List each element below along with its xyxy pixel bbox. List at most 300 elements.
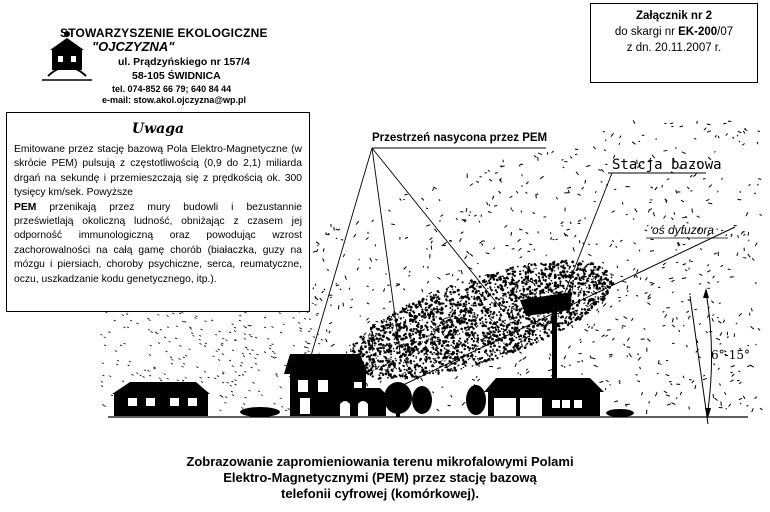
field-dash bbox=[421, 378, 423, 381]
field-dash bbox=[462, 402, 465, 405]
lobe-dot bbox=[502, 320, 505, 323]
lobe-dot bbox=[519, 334, 522, 337]
field-dash bbox=[244, 334, 246, 335]
lobe-dot bbox=[520, 317, 522, 319]
lobe-dot bbox=[494, 331, 496, 333]
lobe-dot bbox=[403, 343, 405, 345]
lobe-dot bbox=[514, 322, 517, 325]
field-dash bbox=[520, 165, 521, 167]
lobe-dot bbox=[525, 294, 527, 296]
lobe-dot bbox=[412, 302, 415, 305]
lobe-dot bbox=[533, 283, 534, 284]
field-dash bbox=[681, 200, 684, 202]
lobe-dot bbox=[539, 335, 541, 337]
field-dash bbox=[439, 199, 440, 201]
organization-street: ul. Prądzyńskiego nr 157/4 bbox=[118, 56, 250, 68]
lobe-dot bbox=[496, 321, 498, 323]
lobe-dot bbox=[526, 268, 527, 269]
field-dash bbox=[594, 324, 595, 326]
field-dash bbox=[526, 192, 528, 193]
field-dash bbox=[279, 313, 281, 314]
field-dash bbox=[633, 219, 634, 220]
field-dash bbox=[667, 179, 670, 180]
field-dash bbox=[487, 202, 488, 205]
field-dash bbox=[627, 338, 629, 341]
field-dash bbox=[518, 239, 521, 242]
lobe-dot bbox=[387, 339, 389, 341]
field-dash bbox=[350, 307, 352, 308]
field-dash bbox=[190, 328, 192, 329]
lobe-dot bbox=[498, 311, 500, 313]
lobe-dot bbox=[481, 317, 483, 319]
lobe-dot bbox=[505, 281, 507, 283]
lobe-dot bbox=[385, 372, 388, 375]
field-dash bbox=[714, 363, 715, 365]
lobe-dot bbox=[500, 278, 501, 279]
lobe-dot bbox=[549, 263, 552, 266]
field-dash bbox=[426, 208, 428, 209]
field-dash bbox=[380, 381, 381, 383]
lobe-dot bbox=[401, 374, 403, 376]
field-dash bbox=[655, 392, 657, 396]
lobe-dot bbox=[425, 345, 427, 347]
field-dash bbox=[529, 244, 532, 245]
field-dash bbox=[313, 337, 315, 338]
lobe-dot bbox=[476, 283, 478, 285]
field-dash bbox=[724, 392, 726, 394]
lobe-dot bbox=[404, 338, 405, 339]
lobe-dot bbox=[417, 326, 419, 328]
lobe-dot bbox=[534, 319, 536, 321]
lobe-dot bbox=[431, 327, 433, 329]
lobe-dot bbox=[406, 305, 408, 307]
lobe-dot bbox=[534, 339, 536, 341]
lobe-dot bbox=[409, 312, 411, 314]
lobe-dot bbox=[458, 340, 460, 342]
lobe-dot bbox=[445, 321, 448, 324]
lobe-dot bbox=[366, 356, 368, 358]
lobe-dot bbox=[528, 266, 530, 268]
lobe-dot bbox=[420, 327, 422, 329]
lobe-dot bbox=[609, 281, 611, 283]
lobe-dot bbox=[530, 271, 532, 273]
lobe-dot bbox=[511, 318, 513, 320]
field-dash bbox=[620, 240, 622, 241]
lobe-dot bbox=[544, 320, 546, 322]
field-dash bbox=[241, 408, 243, 409]
lobe-dot bbox=[501, 285, 504, 288]
lobe-dot bbox=[387, 317, 390, 320]
field-dash bbox=[707, 124, 711, 125]
lobe-dot bbox=[381, 320, 383, 322]
lobe-dot bbox=[514, 320, 516, 322]
lobe-dot bbox=[474, 316, 476, 318]
lobe-dot bbox=[549, 323, 551, 325]
field-dash bbox=[639, 141, 641, 142]
lobe-dot bbox=[454, 333, 456, 335]
lobe-dot bbox=[430, 298, 432, 300]
field-dash bbox=[598, 311, 599, 312]
lobe-dot bbox=[390, 356, 392, 358]
lobe-dot bbox=[409, 303, 411, 305]
lobe-dot bbox=[462, 363, 463, 364]
field-dash bbox=[687, 187, 689, 189]
field-dash bbox=[505, 225, 508, 227]
field-dash bbox=[718, 136, 719, 138]
field-dash bbox=[245, 327, 247, 328]
field-dash bbox=[254, 358, 256, 359]
lobe-dot bbox=[532, 296, 533, 297]
lobe-dot bbox=[481, 339, 484, 342]
field-dash bbox=[731, 234, 733, 235]
lobe-dot bbox=[502, 294, 504, 296]
lobe-dot bbox=[449, 333, 451, 335]
field-dash bbox=[272, 327, 274, 328]
field-dash bbox=[234, 331, 236, 332]
field-dash bbox=[460, 300, 462, 302]
field-dash bbox=[456, 218, 457, 220]
lobe-dot bbox=[472, 357, 474, 359]
field-dash bbox=[682, 152, 686, 154]
lobe-dot bbox=[468, 297, 470, 299]
field-dash bbox=[580, 342, 581, 343]
field-dash bbox=[340, 289, 341, 290]
field-dash bbox=[276, 374, 278, 375]
lobe-dot bbox=[600, 277, 603, 280]
field-dash bbox=[680, 126, 684, 127]
lobe-dot bbox=[505, 329, 507, 331]
lobe-dot bbox=[403, 365, 405, 367]
lobe-dot bbox=[433, 295, 434, 296]
lobe-dot bbox=[561, 322, 564, 325]
lobe-dot bbox=[489, 278, 491, 280]
lobe-dot bbox=[489, 311, 491, 313]
field-dash bbox=[476, 182, 479, 183]
lobe-dot bbox=[581, 276, 582, 277]
field-dash bbox=[720, 344, 722, 345]
field-dash bbox=[520, 374, 521, 375]
field-dash bbox=[550, 354, 551, 356]
lobe-dot bbox=[509, 343, 511, 345]
field-dash bbox=[409, 275, 411, 276]
lobe-dot bbox=[542, 291, 544, 293]
field-dash bbox=[703, 375, 705, 376]
lobe-dot bbox=[413, 328, 415, 330]
field-dash bbox=[526, 232, 529, 233]
lobe-dot bbox=[475, 325, 476, 326]
lobe-dot bbox=[451, 325, 453, 327]
lobe-dot bbox=[569, 272, 571, 274]
lobe-dot bbox=[431, 337, 433, 339]
field-dash bbox=[505, 245, 508, 246]
lobe-dot bbox=[423, 329, 424, 330]
lobe-dot bbox=[404, 369, 406, 371]
lobe-dot bbox=[410, 323, 411, 324]
field-dash bbox=[650, 251, 654, 252]
lobe-dot bbox=[516, 309, 518, 311]
lobe-dot bbox=[444, 347, 446, 349]
lobe-dot bbox=[491, 289, 493, 291]
lobe-dot bbox=[393, 368, 394, 369]
lobe-dot bbox=[583, 272, 585, 274]
field-dash bbox=[159, 378, 161, 379]
lobe-dot bbox=[392, 334, 395, 337]
attachment-number: EK-200 bbox=[678, 26, 718, 38]
lobe-dot bbox=[466, 292, 468, 294]
field-dash bbox=[664, 391, 667, 393]
lobe-dot bbox=[521, 293, 523, 295]
field-dash bbox=[568, 346, 570, 349]
lobe-dot bbox=[556, 285, 559, 288]
lobe-dot bbox=[577, 316, 579, 318]
field-dash bbox=[367, 303, 369, 304]
lobe-dot bbox=[528, 286, 531, 289]
field-dash bbox=[635, 209, 637, 213]
field-dash bbox=[288, 409, 290, 410]
field-dash bbox=[731, 366, 735, 367]
lobe-dot bbox=[419, 336, 422, 339]
lobe-dot bbox=[359, 336, 362, 339]
lobe-dot bbox=[542, 329, 543, 330]
lobe-dot bbox=[529, 334, 530, 335]
field-dash bbox=[750, 365, 754, 367]
lobe-dot bbox=[577, 266, 579, 268]
field-dash bbox=[595, 191, 596, 193]
lobe-dot bbox=[574, 278, 576, 280]
lobe-dot bbox=[466, 288, 469, 291]
lobe-dot bbox=[563, 287, 565, 289]
lobe-dot bbox=[571, 300, 574, 303]
lobe-dot bbox=[584, 308, 587, 311]
lobe-dot bbox=[576, 269, 578, 271]
lobe-dot bbox=[372, 350, 373, 351]
lobe-dot bbox=[362, 338, 365, 341]
field-dash bbox=[299, 328, 301, 329]
lobe-dot bbox=[372, 333, 373, 334]
lobe-dot bbox=[490, 332, 492, 334]
field-dash bbox=[743, 396, 745, 399]
lobe-dot bbox=[549, 266, 551, 268]
field-dash bbox=[235, 371, 237, 372]
caption-line-1: Zobrazowanie zapromieniowania terenu mikrofalowymi Polami bbox=[186, 454, 574, 469]
lobe-dot bbox=[365, 332, 366, 333]
lobe-dot bbox=[375, 343, 377, 345]
lobe-dot bbox=[520, 346, 521, 347]
field-dash bbox=[612, 338, 614, 340]
lobe-dot bbox=[541, 272, 544, 275]
lobe-dot bbox=[500, 352, 501, 353]
lobe-dot bbox=[407, 309, 409, 311]
lobe-dot bbox=[486, 280, 488, 282]
lobe-dot bbox=[487, 327, 490, 330]
field-dash bbox=[258, 391, 260, 392]
lobe-dot bbox=[486, 332, 489, 335]
field-dash bbox=[122, 381, 124, 382]
lobe-dot bbox=[483, 338, 485, 340]
lobe-dot bbox=[378, 344, 380, 346]
lobe-dot bbox=[605, 270, 608, 273]
field-dash bbox=[578, 194, 581, 196]
lobe-dot bbox=[370, 372, 373, 375]
lobe-dot bbox=[585, 282, 587, 284]
field-dash bbox=[586, 305, 589, 307]
lobe-dot bbox=[385, 359, 387, 361]
lobe-dot bbox=[391, 323, 393, 325]
field-dash bbox=[647, 225, 648, 226]
lobe-dot bbox=[490, 353, 493, 356]
attachment-line2-prefix: do skargi nr bbox=[614, 26, 679, 38]
field-dash bbox=[329, 322, 332, 324]
lobe-dot bbox=[601, 285, 604, 288]
lobe-dot bbox=[573, 317, 575, 319]
field-dash bbox=[664, 150, 668, 151]
lobe-dot bbox=[408, 371, 411, 374]
lobe-dot bbox=[414, 373, 416, 375]
lobe-dot bbox=[473, 336, 475, 338]
field-dash bbox=[179, 359, 181, 360]
field-dash bbox=[199, 335, 201, 336]
lobe-dot bbox=[593, 284, 596, 287]
field-dash bbox=[636, 275, 638, 278]
lobe-dot bbox=[398, 335, 401, 338]
field-dash bbox=[738, 199, 742, 200]
lobe-dot bbox=[493, 351, 494, 352]
field-dash bbox=[726, 234, 727, 236]
field-dash bbox=[748, 232, 749, 236]
field-dash bbox=[242, 374, 244, 375]
lobe-dot bbox=[559, 284, 561, 286]
lobe-dot bbox=[477, 358, 478, 359]
lobe-dot bbox=[522, 294, 525, 297]
lobe-dot bbox=[458, 293, 460, 295]
lobe-dot bbox=[439, 317, 442, 320]
field-dash bbox=[441, 215, 444, 217]
lobe-dot bbox=[583, 293, 585, 295]
lobe-dot bbox=[514, 344, 517, 347]
station-mast bbox=[552, 300, 557, 388]
lobe-dot bbox=[536, 325, 538, 327]
lobe-dot bbox=[476, 326, 478, 328]
lobe-dot bbox=[491, 351, 492, 352]
lobe-dot bbox=[463, 361, 466, 364]
field-dash bbox=[723, 320, 725, 323]
lobe-dot bbox=[478, 351, 480, 353]
field-dash bbox=[189, 349, 191, 350]
field-dash bbox=[427, 248, 428, 249]
field-dash bbox=[310, 328, 312, 329]
field-dash bbox=[556, 239, 558, 240]
lobe-dot bbox=[479, 299, 482, 302]
field-dash bbox=[245, 397, 247, 398]
angle-bound-line bbox=[690, 296, 708, 424]
lobe-dot bbox=[423, 371, 425, 373]
lobe-dot bbox=[421, 312, 423, 314]
lobe-dot bbox=[444, 360, 445, 361]
lobe-dot bbox=[375, 366, 377, 368]
lobe-dot bbox=[488, 280, 490, 282]
lobe-dot bbox=[508, 282, 509, 283]
lobe-dot bbox=[515, 304, 517, 306]
field-dash bbox=[280, 398, 282, 399]
field-dash bbox=[634, 243, 636, 244]
field-dash bbox=[367, 321, 369, 323]
field-dash bbox=[604, 150, 606, 151]
lobe-dot bbox=[585, 271, 586, 272]
field-dash bbox=[681, 301, 683, 302]
lobe-dot bbox=[476, 297, 478, 299]
field-dash bbox=[434, 229, 437, 232]
lobe-dot bbox=[382, 336, 384, 338]
field-dash bbox=[489, 179, 492, 181]
lobe-dot bbox=[393, 348, 395, 350]
lobe-dot bbox=[502, 275, 504, 277]
lobe-dot bbox=[469, 315, 471, 317]
field-dash bbox=[646, 277, 648, 280]
lobe-dot bbox=[435, 294, 437, 296]
field-dash bbox=[672, 403, 676, 405]
lobe-dot bbox=[364, 337, 365, 338]
lobe-dot bbox=[597, 269, 599, 271]
field-dash bbox=[405, 237, 408, 238]
field-dash bbox=[115, 351, 117, 352]
lobe-dot bbox=[510, 281, 513, 284]
lobe-dot bbox=[352, 343, 354, 345]
field-dash bbox=[520, 257, 522, 258]
field-dash bbox=[216, 351, 218, 352]
field-dash bbox=[219, 410, 221, 411]
lobe-dot bbox=[437, 372, 439, 374]
lobe-dot bbox=[448, 345, 450, 347]
lobe-dot bbox=[387, 377, 389, 379]
lobe-dot bbox=[485, 275, 486, 276]
lobe-dot bbox=[360, 347, 363, 350]
field-dash bbox=[736, 323, 738, 324]
field-dash bbox=[313, 251, 316, 252]
lobe-dot bbox=[440, 303, 441, 304]
lobe-dot bbox=[509, 306, 511, 308]
lobe-dot bbox=[410, 368, 412, 370]
lobe-dot bbox=[412, 333, 413, 334]
lobe-dot bbox=[430, 309, 431, 310]
lobe-dot bbox=[463, 367, 464, 368]
field-dash bbox=[460, 238, 462, 242]
lobe-dot bbox=[551, 280, 553, 282]
lobe-dot bbox=[566, 280, 567, 281]
lobe-dot bbox=[390, 344, 392, 346]
field-dash bbox=[648, 294, 651, 297]
field-dash bbox=[437, 409, 440, 411]
field-dash bbox=[250, 325, 252, 326]
lobe-dot bbox=[386, 331, 388, 333]
field-dash bbox=[619, 301, 621, 302]
field-dash bbox=[729, 404, 731, 407]
organization-subname: "OJCZYZNA" bbox=[92, 39, 175, 54]
lobe-dot bbox=[380, 366, 382, 368]
lobe-dot bbox=[371, 331, 373, 333]
lobe-dot bbox=[454, 369, 457, 372]
field-dash bbox=[182, 366, 184, 367]
field-dash bbox=[249, 353, 251, 354]
lobe-dot bbox=[528, 338, 531, 341]
lobe-dot bbox=[525, 271, 528, 274]
lobe-dot bbox=[550, 289, 553, 292]
lobe-dot bbox=[582, 275, 585, 278]
field-dash bbox=[147, 318, 149, 319]
lobe-dot bbox=[386, 327, 388, 329]
lobe-dot bbox=[509, 351, 510, 352]
lobe-dot bbox=[572, 311, 574, 313]
field-dash bbox=[692, 208, 693, 212]
